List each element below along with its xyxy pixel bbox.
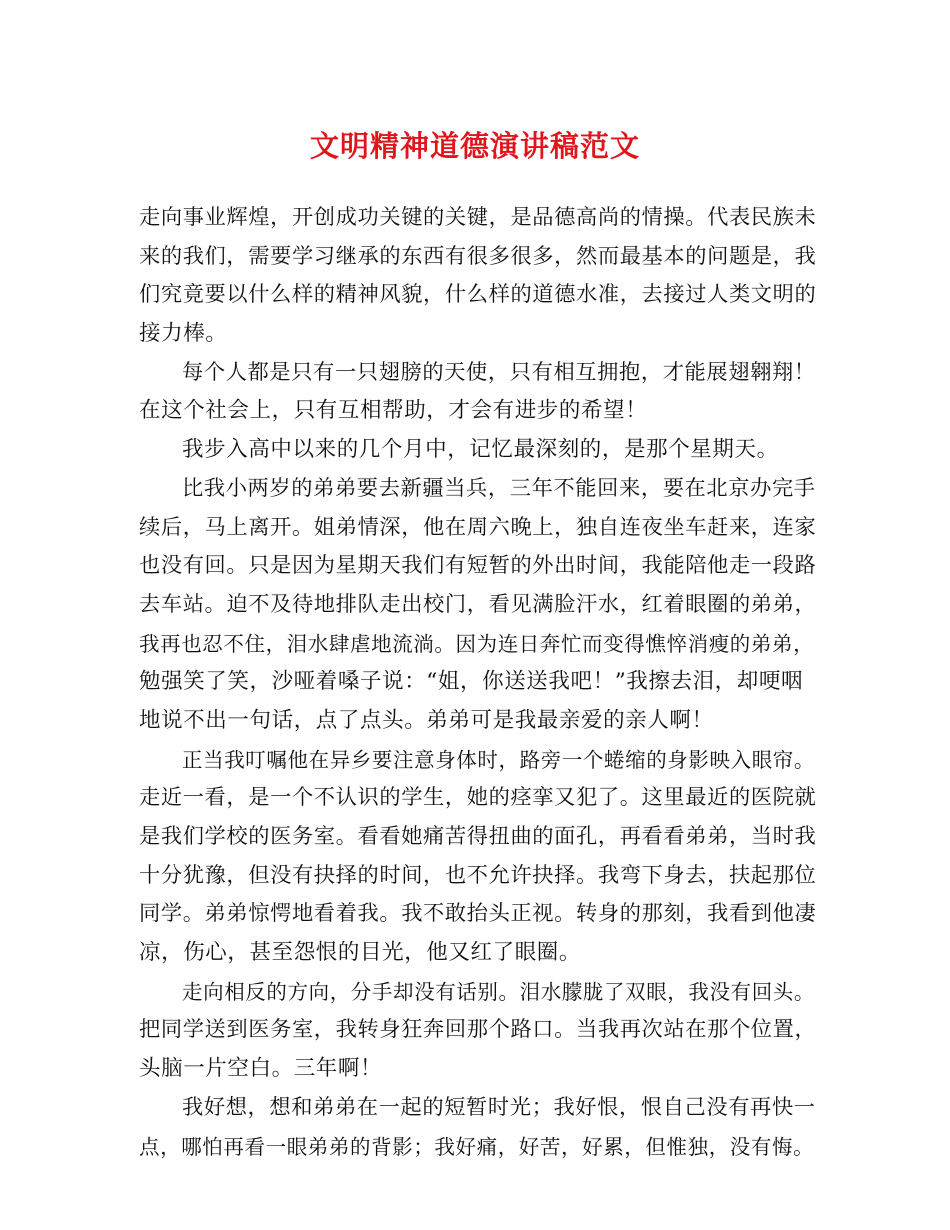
- text-line: 是我们学校的医务室。看看她痛苦得扭曲的面孔，再看看弟弟，当时我: [139, 824, 817, 849]
- text-line: 点，哪怕再看一眼弟弟的背影；我好痛，好苦，好累，但惟独，没有悔。: [139, 1134, 815, 1159]
- text-line: 我再也忍不住，泪水肆虐地流淌。因为连日奔忙而变得憔悴消瘦的弟弟，: [139, 631, 815, 656]
- text-line: 我步入高中以来的几个月中，记忆最深刻的，是那个星期天。: [182, 437, 779, 463]
- text-line: 们究竟要以什么样的精神风貌，什么样的道德水准，去接过人类文明的: [139, 282, 817, 308]
- text-line: 走向相反的方向，分手却没有话别。泪水朦胧了双眼，我没有回头。: [182, 979, 815, 1004]
- document-title: 文明精神道德演讲稿范文: [309, 129, 640, 163]
- text-line: 比我小两岁的弟弟要去新疆当兵，三年不能回来，要在北京办完手: [182, 475, 816, 501]
- text-line: 也没有回。只是因为星期天我们有短暂的外出时间，我能陪他走一段路: [139, 553, 817, 579]
- text-line: 续后，马上离开。姐弟情深，他在周六晚上，独自连夜坐车赶来，连家: [139, 514, 817, 540]
- text-line: 我好想，想和弟弟在一起的短暂时光；我好恨，恨自己没有再快一: [182, 1094, 816, 1120]
- text-line: 来的我们，需要学习继承的东西有很多很多，然而最基本的问题是，我: [139, 243, 817, 269]
- text-line: 正当我叮嘱他在异乡要注意身体时，路旁一个蜷缩的身影映入眼帘。: [182, 747, 815, 772]
- text-line: 接力棒。: [139, 321, 228, 347]
- document-body: [139, 199, 819, 1166]
- text-line: 地说不出一句话，点了点头。弟弟可是我最亲爱的亲人啊！: [139, 707, 714, 733]
- text-line: 把同学送到医务室，我转身狂奔回那个路口。当我再次站在那个位置，: [139, 1017, 817, 1043]
- text-line: 头脑一片空白。三年啊！: [139, 1056, 383, 1082]
- text-line: 走向事业辉煌，开创成功关键的关键，是品德高尚的情操。代表民族未: [139, 205, 817, 230]
- text-line: 在这个社会上，只有互相帮助，才会有进步的希望！: [139, 398, 648, 424]
- text-line: 每个人都是只有一只翅膀的天使，只有相互拥抱，才能展翅翱翔！: [182, 359, 816, 385]
- text-line: 凉，伤心，甚至怨恨的目光，他又红了眼圈。: [139, 940, 582, 966]
- text-line: 勉强笑了笑，沙哑着嗓子说：“姐，你送送我吧！”我擦去泪，却哽咽: [139, 669, 804, 695]
- text-line: 走近一看，是一个不认识的学生，她的痉挛又犯了。这里最近的医院就: [139, 785, 817, 811]
- text-line: 同学。弟弟惊愕地看着我。我不敢抬头正视。转身的那刻，我看到他凄: [139, 901, 817, 927]
- text-line: 十分犹豫，但没有抉择的时间，也不允许抉择。我弯下身去，扶起那位: [139, 862, 817, 888]
- text-line: 去车站。迫不及待地排队走出校门，看见满脸汗水，红着眼圈的弟弟，: [139, 591, 817, 617]
